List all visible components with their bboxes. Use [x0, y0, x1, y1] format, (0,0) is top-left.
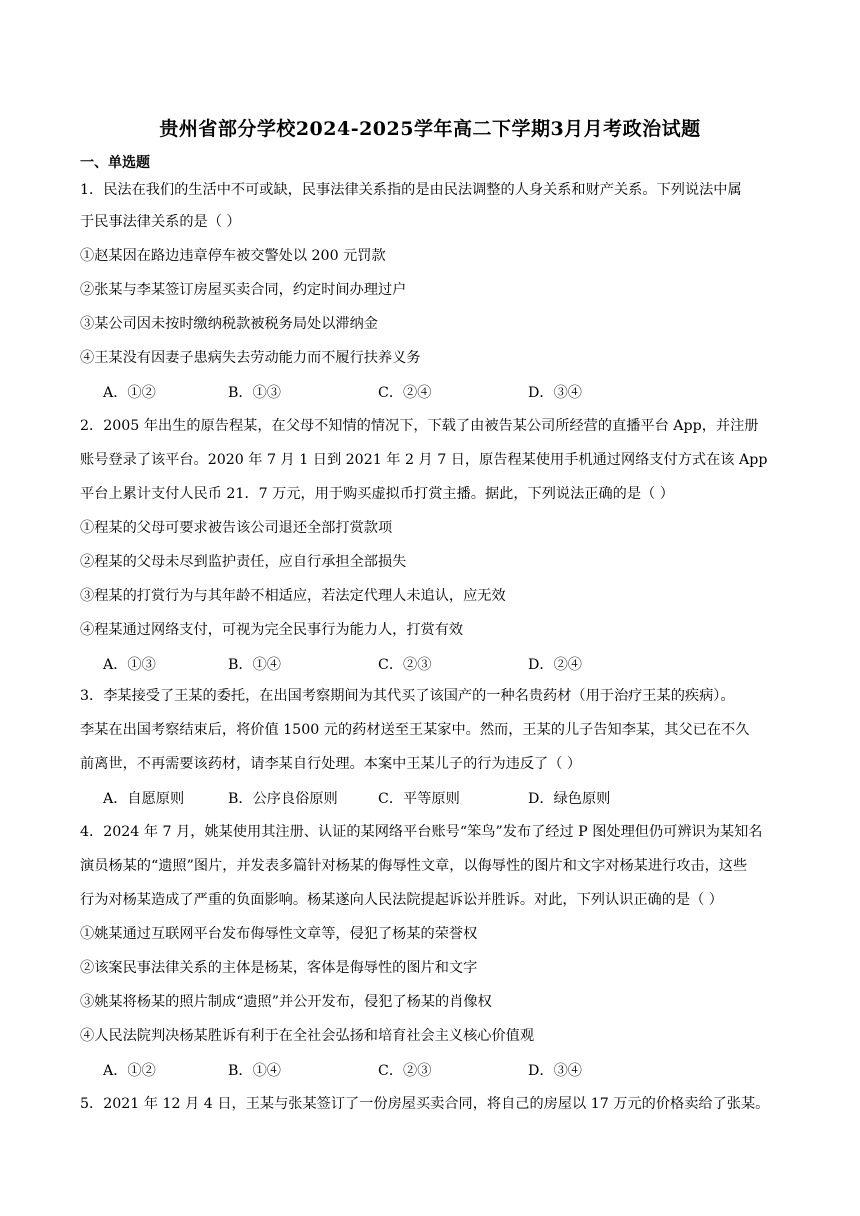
q4-line-1: 4．2024 年 7 月，姚某使用其注册、认证的某网络平台账号“笨鸟”发布了经过 P 图处理但仍可辨识为某知名	[80, 824, 763, 840]
q2-option-b[interactable]: B．①④	[228, 657, 281, 673]
q3-option-b[interactable]: B．公序良俗原则	[228, 791, 338, 807]
section-heading: 一、单选题	[80, 155, 150, 171]
q2-option-d[interactable]: D．②④	[528, 657, 582, 673]
q4-statement-3: ③姚某将杨某的照片制成“遗照”并公开发布，侵犯了杨某的肖像权	[80, 994, 492, 1010]
q4-option-b[interactable]: B．①④	[228, 1063, 281, 1079]
q3-option-a[interactable]: A．自愿原则	[103, 791, 185, 807]
q4-option-c[interactable]: C．②③	[378, 1063, 432, 1079]
q2-statement-1: ①程某的父母可要求被告该公司退还全部打赏款项	[80, 520, 393, 536]
q2-statement-2: ②程某的父母未尽到监护责任，应自行承担全部损失	[80, 554, 407, 570]
q2-statement-3: ③程某的打赏行为与其年龄不相适应，若法定代理人未追认，应无效	[80, 588, 506, 604]
q4-statement-4: ④人民法院判决杨某胜诉有利于在全社会弘扬和培育社会主义核心价值观	[80, 1028, 535, 1044]
q3-line-1: 3．李某接受了王某的委托，在出国考察期间为其代买了该国产的一种名贵药材（用于治疗王某的疾病）。	[80, 688, 735, 704]
q1-statement-1: ①赵某因在路边违章停车被交警处以 200 元罚款	[80, 248, 386, 264]
q1-statement-3: ③某公司因未按时缴纳税款被税务局处以滞纳金	[80, 316, 378, 332]
q1-statement-2: ②张某与李某签订房屋买卖合同，约定时间办理过户	[80, 282, 407, 298]
q2-line-1: 2．2005 年出生的原告程某，在父母不知情的情况下，下载了由被告某公司所经营的直播平台 App，并注册	[80, 418, 759, 434]
q2-line-3: 平台上累计支付人民币 21．7 万元，用于购买虚拟币打赏主播。据此，下列说法正确的是（ ）	[80, 486, 674, 502]
q1-statement-4: ④王某没有因妻子患病失去劳动能力而不履行扶养义务	[80, 350, 421, 366]
q3-line-2: 李某在出国考察结束后，将价值 1500 元的药材送至王某家中。然而，王某的儿子告知李某，其父已在不久	[80, 722, 750, 738]
q4-line-3: 行为对杨某造成了严重的负面影响。杨某遂向人民法院提起诉讼并胜诉。对此，下列认识正确的是（ ）	[80, 892, 723, 908]
q1-option-b[interactable]: B．①③	[228, 385, 281, 401]
q2-statement-4: ④程某通过网络支付，可视为完全民事行为能力人，打赏有效	[80, 622, 464, 638]
q3-option-c[interactable]: C．平等原则	[378, 791, 460, 807]
q3-line-3: 前离世，不再需要该药材，请李某自行处理。本案中王某儿子的行为违反了（ ）	[80, 756, 582, 772]
q3-option-d[interactable]: D．绿色原则	[528, 791, 611, 807]
q2-option-a[interactable]: A．①③	[103, 657, 156, 673]
page-title: 贵州省部分学校2024-2025学年高二下学期3月月考政治试题	[159, 118, 701, 140]
q4-option-a[interactable]: A．①②	[103, 1063, 156, 1079]
q4-statement-1: ①姚某通过互联网平台发布侮辱性文章等，侵犯了杨某的荣誉权	[80, 926, 478, 942]
q1-option-a[interactable]: A．①②	[103, 385, 156, 401]
q4-option-d[interactable]: D．③④	[528, 1063, 582, 1079]
q2-option-c[interactable]: C．②③	[378, 657, 432, 673]
q4-line-2: 演员杨某的“遗照”图片，并发表多篇针对杨某的侮辱性文章，以侮辱性的图片和文字对杨某进行攻击，这些	[80, 858, 748, 874]
q2-line-2: 账号登录了该平台。2020 年 7 月 1 日到 2021 年 2 月 7 日，原告程某使用手机通过网络支付方式在该 App	[80, 452, 768, 468]
q1-line-1: 1．民法在我们的生活中不可或缺，民事法律关系指的是由民法调整的人身关系和财产关系。下列说法中属	[80, 182, 742, 198]
q1-option-c[interactable]: C．②④	[378, 385, 432, 401]
q4-statement-2: ②该案民事法律关系的主体是杨某，客体是侮辱性的图片和文字	[80, 960, 478, 976]
q5-line-1: 5．2021 年 12 月 4 日，王某与张某签订了一份房屋买卖合同，将自己的房屋以 17 万元的价格卖给了张某。	[80, 1096, 770, 1112]
q1-option-d[interactable]: D．③④	[528, 385, 582, 401]
q1-line-2: 于民事法律关系的是（ ）	[80, 214, 241, 230]
